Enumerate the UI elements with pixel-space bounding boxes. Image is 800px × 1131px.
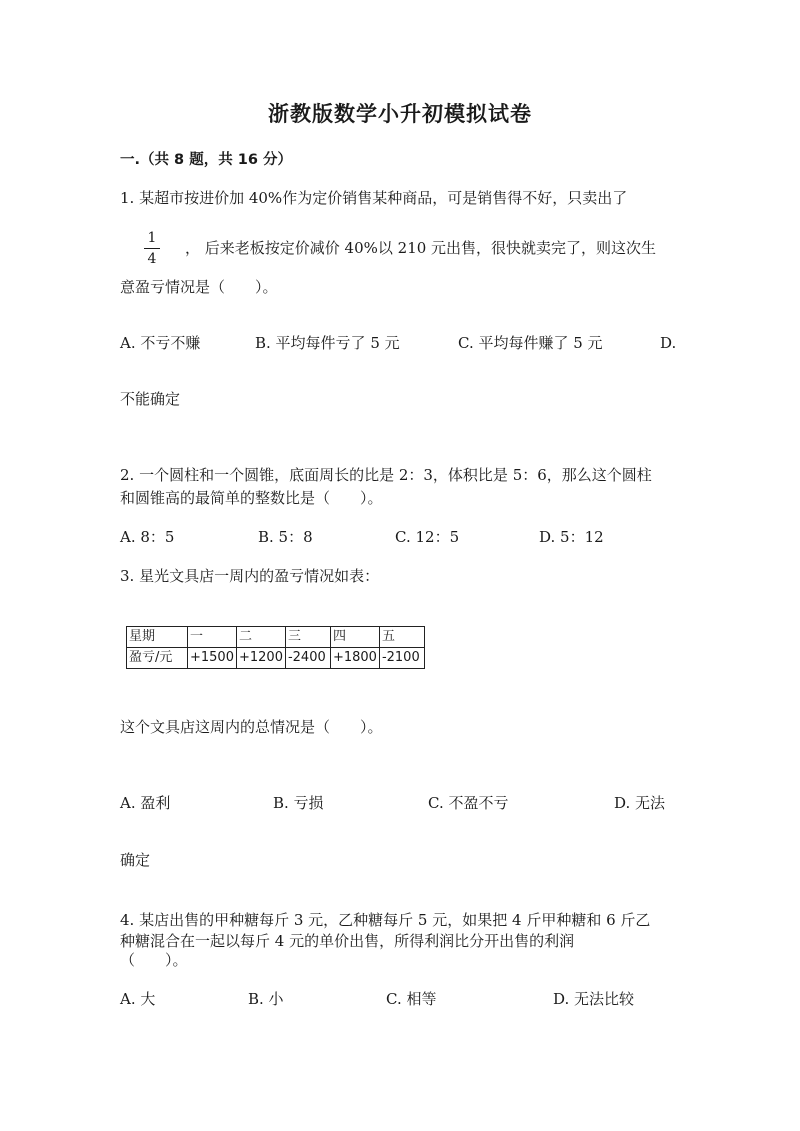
- q4-option-b: B. 小: [248, 990, 284, 1008]
- profit-loss-table: [126, 626, 425, 669]
- q4-option-d: D. 无法比较: [553, 990, 635, 1008]
- q3-option-c: C. 不盈不亏: [428, 794, 509, 812]
- q1-line1: 1. 某超市按进价加 40%作为定价销售某种商品，可是销售得不好，只卖出了: [120, 189, 628, 207]
- section-header: 一.（共 8 题，共 16 分）: [120, 152, 292, 168]
- fraction-bar: [144, 248, 160, 249]
- q2-option-d: D. 5：12: [539, 528, 604, 546]
- table-cell: 一: [188, 627, 237, 648]
- q3-option-d: D. 无法: [614, 794, 666, 812]
- table-cell: +1800: [330, 648, 379, 669]
- q1-line3: 意盈亏情况是（ ）。: [120, 278, 278, 296]
- table-cell: 四: [330, 627, 379, 648]
- q4-line2: 种糖混合在一起以每斤 4 元的单价出售，所得利润比分开出售的利润: [120, 932, 575, 950]
- q1-option-d-cont: 不能确定: [120, 390, 181, 408]
- q3-option-a: A. 盈利: [120, 794, 171, 812]
- q2-line2: 和圆锥高的最简单的整数比是（ ）。: [120, 489, 383, 507]
- q2-option-a: A. 8：5: [120, 528, 175, 546]
- q1-line2: ， 后来老板按定价减价 40%以 210 元出售，很快就卖完了，则这次生: [185, 239, 657, 257]
- q4-line3: （ ）。: [120, 951, 188, 969]
- table-cell: +1500: [188, 648, 237, 669]
- fraction-numerator: 1: [147, 230, 157, 246]
- table-cell: 五: [379, 627, 424, 648]
- q1-option-c: C. 平均每件赚了 5 元: [458, 334, 603, 352]
- table-row: [127, 648, 425, 669]
- q1-fraction: [143, 231, 161, 266]
- table-cell: 二: [236, 627, 285, 648]
- q3-line2: 这个文具店这周内的总情况是（ ）。: [120, 718, 383, 736]
- table-cell: +1200: [236, 648, 285, 669]
- q4-option-a: A. 大: [120, 990, 156, 1008]
- table-cell: -2400: [285, 648, 330, 669]
- q3-option-d-cont: 确定: [120, 851, 151, 869]
- table-cell: 星期: [127, 627, 188, 648]
- fraction-denominator: 4: [147, 251, 157, 267]
- table-header-row: [127, 627, 425, 648]
- q3-option-b: B. 亏损: [273, 794, 324, 812]
- table-cell: 盈亏/元: [127, 648, 188, 669]
- q2-option-c: C. 12：5: [395, 528, 460, 546]
- q2-line1: 2. 一个圆柱和一个圆锥，底面周长的比是 2：3，体积比是 5：6，那么这个圆柱: [120, 466, 652, 484]
- q3-line1: 3. 星光文具店一周内的盈亏情况如表：: [120, 567, 380, 585]
- q4-option-c: C. 相等: [386, 990, 437, 1008]
- q1-option-d: D.: [660, 334, 677, 352]
- q1-option-a: A. 不亏不赚: [120, 334, 201, 352]
- q4-line1: 4. 某店出售的甲种糖每斤 3 元，乙种糖每斤 5 元，如果把 4 斤甲种糖和 6 斤乙: [120, 911, 651, 929]
- q2-option-b: B. 5：8: [258, 528, 313, 546]
- q1-option-b: B. 平均每件亏了 5 元: [255, 334, 400, 352]
- page-title: 浙教版数学小升初模拟试卷: [268, 101, 532, 126]
- table-cell: -2100: [379, 648, 424, 669]
- table-cell: 三: [285, 627, 330, 648]
